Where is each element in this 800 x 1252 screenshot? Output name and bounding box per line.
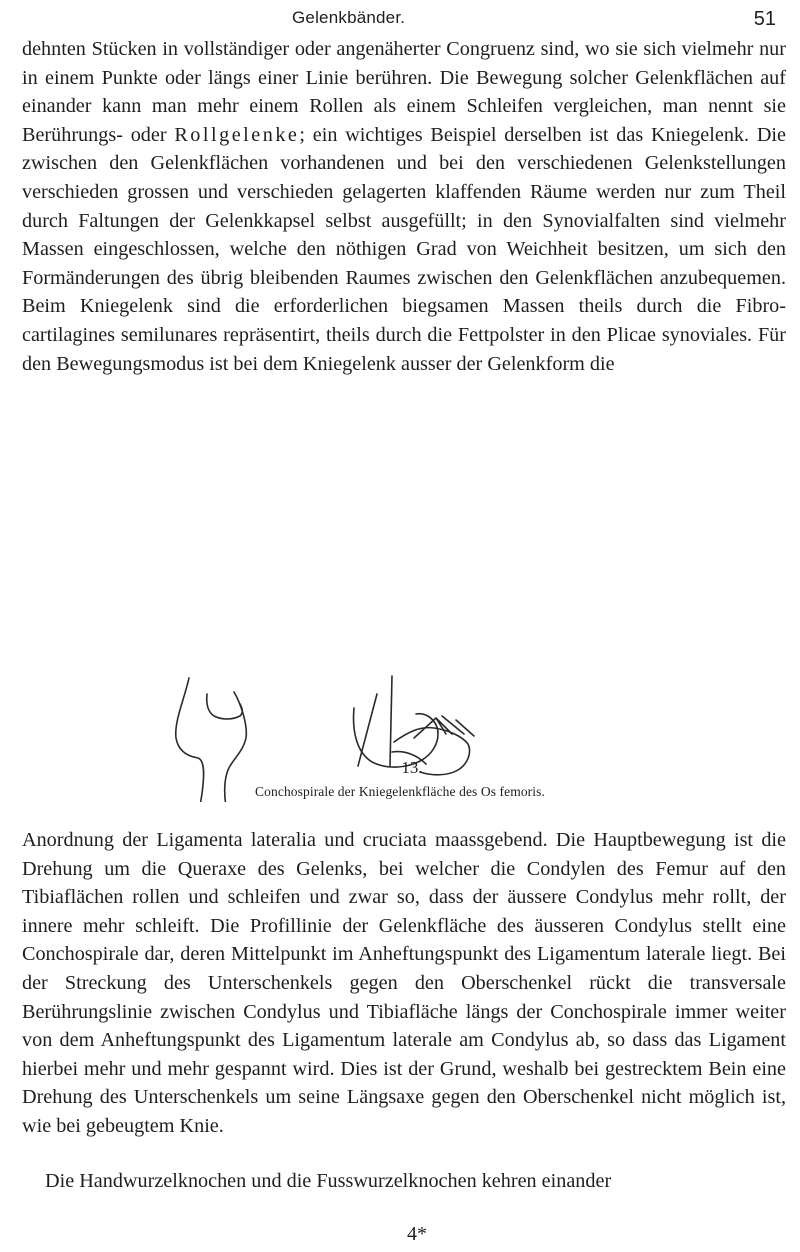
paragraph-2: Anordnung der Ligamenta lateralia und cruciata maassgebend. Die Hauptbewegung ist die Drehung um die Queraxe des Gelenks, bei welcher die Condylen des Femur auf den Tibiaflächen rollen und schleifen und zwar so, dass der äussere Condylus mehr rollt, der innere mehr schleift. Die Profillinie der Gelenkfläche des äusseren Condylus stellt eine Conchospirale dar, deren Mittelpunkt im Anheftungspunkt des Ligamentum laterale liegt. Bei der Streckung des Unterschenkels gegen den Oberschenkel rückt die transversale Berührungslinie zwischen Condylus und Tibiafläche längs der Conchospirale immer weiter von dem Anheftungspunkt des Ligamentum laterale am Condylus ab, so dass das Ligament hierbei mehr und mehr gespannt wird. Dies ist der Grund, weshalb bei gestrecktem Bein eine Drehung des Unterschenkels um seine Längsaxe gegen den Oberschenkel nicht möglich ist, wie bei gebeugtem Knie. [22, 829, 786, 1137]
paragraph-1-text-a: dehnten Stücken in vollständiger oder angenäherter Congruenz sind, wo sie sich vielmehr nur in einem Punkte oder längs einer Linie berühren. Die Bewegung solcher Gelenkflächen auf einander kann man mehr einem Rollen als einem Schleifen vergleichen, man nennt sie Berührungs- oder [22, 38, 786, 146]
page-number: 51 [753, 8, 776, 30]
paragraph-3: Die Handwurzelknochen und die Fusswurzelknochen kehren einander [45, 1170, 612, 1192]
running-head [0, 8, 800, 38]
knee-conchospiral-illustration [170, 672, 650, 802]
figure-number: 13. [401, 758, 423, 777]
spiral-radius-lines [414, 716, 474, 738]
paragraph-1 [22, 35, 786, 378]
paragraph-1-text-b: ; ein wichtiges Beispiel derselben ist das Kniegelenk. Die zwischen den Gelenkflächen vorhandenen und bei den verschiedenen Gelenkstellungen verschieden grossen und verschieden gelagerten klaffenden Räume werden nur zum Theil durch Faltungen der Gelenkkapsel selbst ausgefüllt; in den Synovialfalten sind vielmehr Massen eingeschlossen, welche den nöthigen Grad von Weichheit besitzen, um sich den Formänderungen des übrig bleibenden Raumes zwischen den Gelenkflächen anzubequemen. Beim Kniegelenk sind die erforderlichen biegsamen Massen theils durch die Fibro-cartilagines semilunares repräsentirt, theils durch die Fettpolster in den Plicae synoviales. Für den Bewegungsmodus ist bei dem Kniegelenk ausser der Gelenkform die [22, 123, 786, 375]
ligament-line-a [358, 694, 377, 766]
figure-13 [170, 672, 650, 802]
term-rollgelenke: Rollgelenke [174, 123, 300, 146]
figure-caption: Conchospirale der Kniegelenkfläche des Os femoris. [255, 784, 545, 799]
running-title: Gelenkbänder. [292, 8, 406, 27]
signature-mark: 4* [407, 1223, 427, 1245]
